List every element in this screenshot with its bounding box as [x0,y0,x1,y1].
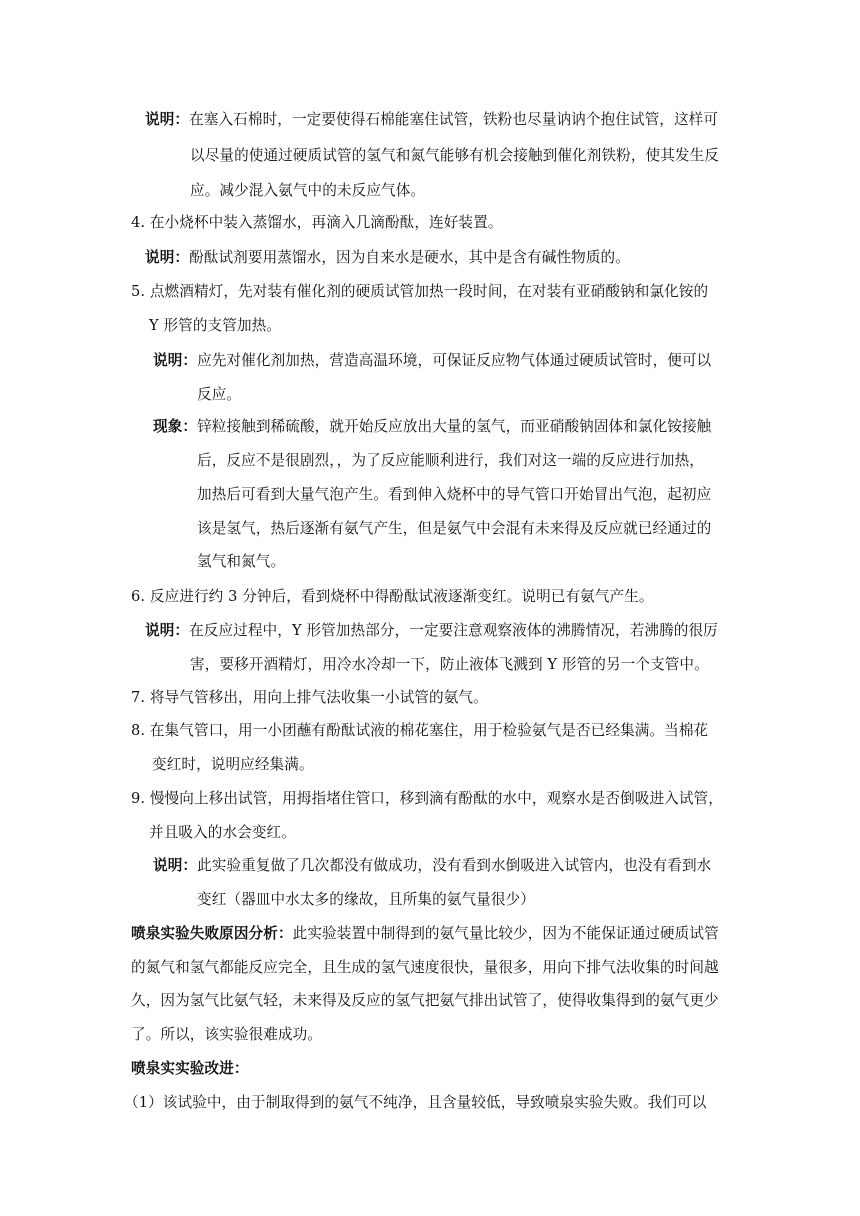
step-6: 6. 反应进行约 3 分钟后，看到烧杯中得酚酞试液逐渐变红。说明已有氨气产生。 [131,588,654,605]
improvement-heading: 喷泉实实验改进： [131,1060,249,1077]
phenomenon-line-4: 该是氢气，热后逐渐有氨气产生，但是氨气中会混有未来得及反应就已经通过的 [197,520,712,537]
step-9-line-2: 并且吸入的水会变红。 [149,824,296,841]
improvement-item-1: （1）该试验中，由于制取得到的氨气不纯净，且含量较低，导致喷泉实验失败。我们可以 [124,1094,707,1111]
analysis-line-4: 了。所以，该实验很难成功。 [131,1026,323,1043]
note-label: 说明： [145,111,190,128]
note-3-line-1 [153,351,711,371]
note-text: 此实验重复做了几次都没有做成功，没有看到水倒吸进入试管内，也没有看到水 [197,857,712,874]
analysis-text: 此实验装置中制得到的氨气量比较少，因为不能保证通过硬质试管 [292,925,719,942]
note-2 [145,248,630,268]
phenomenon-line-2: 后，反应不是很剧烈，，为了反应能顺利进行，我们对这一端的反应进行加热， [197,452,704,469]
note-3-line-2: 反应。 [197,386,242,403]
note-text: 酚酞试剂要用蒸馏水，因为自来水是硬水，其中是含有碱性物质的。 [189,249,630,266]
step-7: 7. 将导气管移出，用向上排气法收集一小试管的氨气。 [131,689,488,706]
phenomenon-label: 现象： [153,418,198,435]
analysis-line-2: 的氮气和氢气都能反应完全，且生成的氢气速度很快，量很多，用向下排气法收集的时间越 [131,959,719,976]
step-5-line-2: Y 形管的支管加热。 [149,317,282,334]
note-label: 说明： [153,857,198,874]
phenomenon-line-1 [153,417,711,437]
analysis-line-3: 久，因为氢气比氨气轻，未来得及反应的氢气把氨气排出试管了，使得收集得到的氨气更少 [131,992,719,1009]
step-5-line-1: 5. 点燃酒精灯，先对装有催化剂的硬质试管加热一段时间，在对装有亚硝酸钠和氯化铵的 [131,283,709,300]
step-4: 4. 在小烧杯中装入蒸馏水，再滴入几滴酚酞，连好装置。 [131,214,503,231]
analysis-label: 喷泉实验失败原因分析： [131,925,293,942]
note-6-line-1 [153,856,711,876]
note-label: 说明： [153,352,198,369]
note-1-line-3: 应。减少混入氨气中的未反应气体。 [190,182,426,199]
step-8-line-1: 8. 在集气管口，用一小团蘸有酚酞试液的棉花塞住，用于检验氨气是否已经集满。当棉花 [131,722,709,739]
note-text: 在塞入石棉时，一定要使得石棉能塞住试管，铁粉也尽量讷讷个抱住试管，这样可 [189,111,719,128]
note-6-line-2: 变红（器皿中水太多的缘故，且所集的氨气量很少） [197,891,535,908]
note-5-line-1 [145,621,718,641]
phenomenon-line-5: 氢气和氮气。 [197,553,286,570]
step-8-line-2: 变红时，说明应经集满。 [152,756,314,773]
note-label: 说明： [145,622,190,639]
note-label: 说明： [145,249,190,266]
analysis-line-1 [131,924,719,944]
note-text: 在反应过程中，Y 形管加热部分，一定要注意观察液体的沸腾情况，若沸腾的很厉 [189,622,718,639]
note-5-line-2: 害，要移开酒精灯，用冷水冷却一下，防止液体飞溅到 Y 形管的另一个支管中。 [190,656,709,673]
note-1-line-1 [145,110,718,130]
note-1-line-2: 以尽量的使通过硬质试管的氢气和氮气能够有机会接触到催化剂铁粉，使其发生反 [190,147,719,164]
phenomenon-text: 锌粒接触到稀硫酸，就开始反应放出大量的氢气，而亚硝酸钠固体和氯化铵接触 [197,418,712,435]
note-text: 应先对催化剂加热，营造高温环境，可保证反应物气体通过硬质试管时，便可以 [197,352,712,369]
phenomenon-line-3: 加热后可看到大量气泡产生。看到伸入烧杯中的导气管口开始冒出气泡，起初应 [197,486,712,503]
step-9-line-1: 9. 慢慢向上移出试管，用拇指堵住管口，移到滴有酚酞的水中，观察水是否倒吸进入试管， [131,790,723,807]
